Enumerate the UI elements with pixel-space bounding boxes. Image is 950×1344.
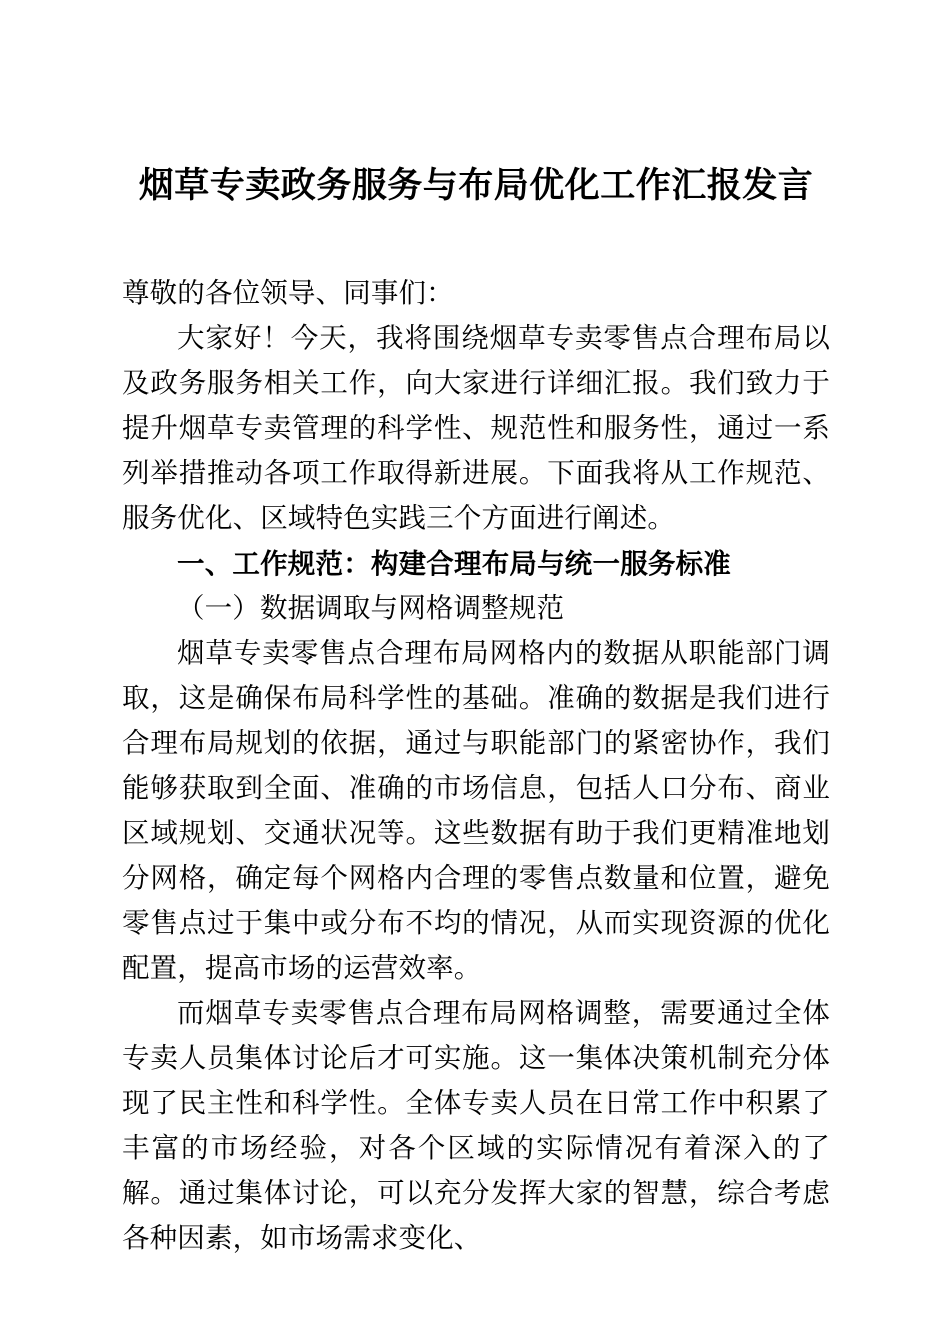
section-heading-level-1: 一、工作规范：构建合理布局与统一服务标准	[177, 548, 731, 579]
body-paragraph: 烟草专卖零售点合理布局网格内的数据从职能部门调取，这是确保布局科学性的基础。准确的数据是我们进行合理布局规划的依据，通过与职能部门的紧密协作，我们能够获取到全面、准确的市场信息，包括人口分布、商业区域规划、交通状况等。这些数据有助于我们更精准地划分网格，确定每个网格内合理的零售点数量和位置，避免零售点过于集中或分布不均的情况，从而实现资源的优化配置，提高市场的运营效率。	[122, 637, 830, 984]
body-paragraph: 而烟草专卖零售点合理布局网格调整，需要通过全体专卖人员集体讨论后才可实施。这一集体决策机制充分体现了民主性和科学性。全体专卖人员在日常工作中积累了丰富的市场经验，对各个区域的实际情况有着深入的了解。通过集体讨论，可以充分发挥大家的智慧，综合考虑各种因素，如市场需求变化、	[122, 997, 830, 1254]
document-content-column	[122, 0, 830, 1261]
body-paragraph: 大家好！今天，我将围绕烟草专卖零售点合理布局以及政务服务相关工作，向大家进行详细汇报。我们致力于提升烟草专卖管理的科学性、规范性和服务性，通过一系列举措推动各项工作取得新进展。下面我将从工作规范、服务优化、区域特色实践三个方面进行阐述。	[122, 322, 830, 534]
page-title: 烟草专卖政务服务与布局优化工作汇报发言	[138, 166, 814, 205]
salutation-line: 尊敬的各位领导、同事们：	[122, 277, 454, 309]
section-heading-level-2: （一）数据调取与网格调整规范	[177, 592, 565, 624]
